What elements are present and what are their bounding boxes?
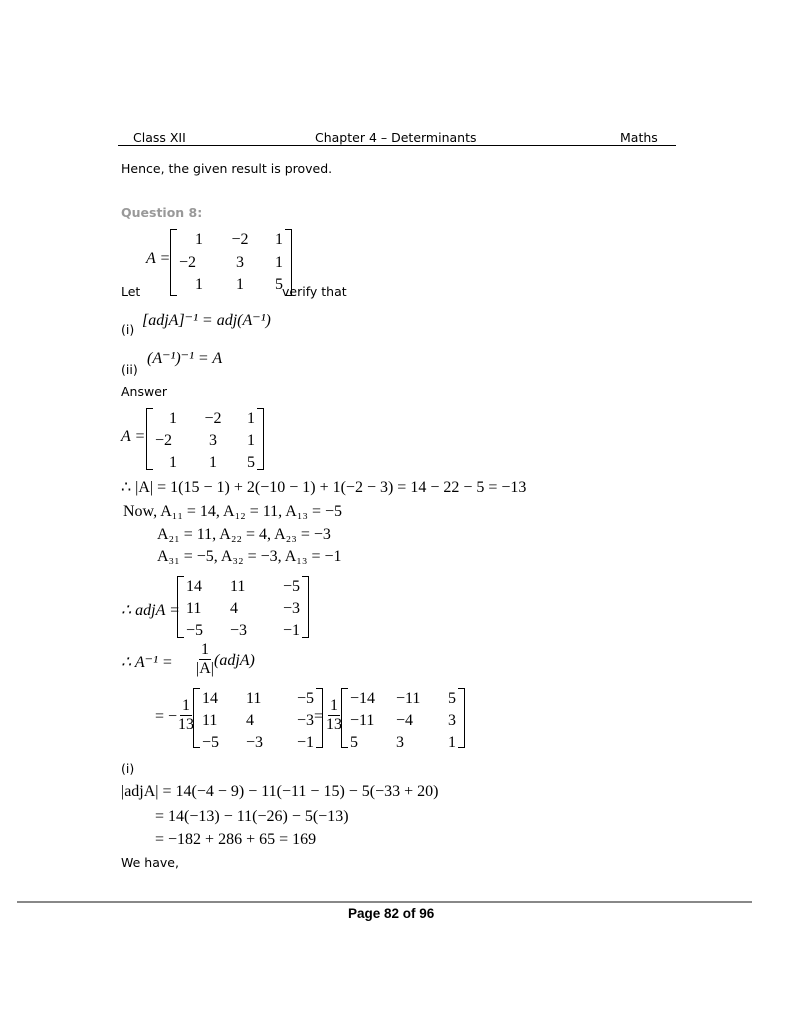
page-number: Page 82 of 96 [348,906,435,921]
adj-det-line-2: = 14(−13) − 11(−26) − 5(−13) [155,808,349,825]
inverse-eq1-prefix: = − [155,708,178,725]
inverse-rhs: (adjA) [214,652,255,669]
header-subject: Maths [620,130,658,145]
verify-label: verify that [282,284,347,299]
cofactor-row-1: Now, A₁₁ = 14, A₁₂ = 11, A₁₃ = −5 [123,503,343,520]
adj-det-line-3: = −182 + 286 + 65 = 169 [155,831,317,848]
inverse-eq2-fraction: $\frac{1}{13}$ [326,697,342,733]
cofactor-row-3: A₃₁ = −5, A₃₂ = −3, A₁₃ = −1 [157,548,342,565]
part-i-label: (i) [121,322,135,337]
inverse-eq2-prefix: = [314,708,324,725]
inverse-eq1-fraction: $\frac{1}{13}$ [178,697,194,733]
inverse-label: ∴ A⁻¹ = [121,654,173,671]
inverse-matrix-1: 14 11 −5 11 4 −3 −5 −3 −1 [193,688,323,748]
inverse-fraction: $\frac{1}{|A|}$ [196,641,214,677]
adj-det-line-1: |adjA| = 14(−4 − 9) − 11(−11 − 15) − 5(−33 + 20) [121,783,439,800]
cofactor-row-2: A₂₁ = 11, A₂₂ = 4, A₂₃ = −3 [157,526,331,543]
part-ii-expression: (A⁻¹)⁻¹ = A [147,350,223,367]
answer-label: Answer [121,384,168,399]
inverse-matrix-2: −14 −11 5 −11 −4 3 5 3 1 [341,688,465,748]
answer-part-i-label: (i) [121,761,135,776]
footer-divider [17,901,752,903]
part-i-expression: [adjA]⁻¹ = adj(A⁻¹) [142,312,271,329]
adj-matrix: 14 11 −5 11 4 −3 −5 −3 −1 [177,576,309,638]
question-matrix: 1 −2 1 −2 3 1 1 1 5 [170,229,292,296]
header-class: Class XII [133,130,186,145]
header-chapter: Chapter 4 – Determinants [315,130,477,145]
question-title: Question 8: [121,205,203,220]
part-ii-label: (ii) [121,362,138,377]
determinant-line: ∴ |A| = 1(15 − 1) + 2(−10 − 1) + 1(−2 − 3) = 14 − 22 − 5 = −13 [121,479,527,496]
header-divider [118,145,676,146]
answer-matrix-label: A = [121,428,146,445]
answer-matrix: 1 −2 1 −2 3 1 1 1 5 [146,408,264,470]
matrix-label: A = [146,250,171,267]
let-label: Let [121,284,141,299]
we-have-text: We have, [121,855,179,870]
adj-label: ∴ adjA = [121,602,180,619]
intro-text: Hence, the given result is proved. [121,161,333,176]
